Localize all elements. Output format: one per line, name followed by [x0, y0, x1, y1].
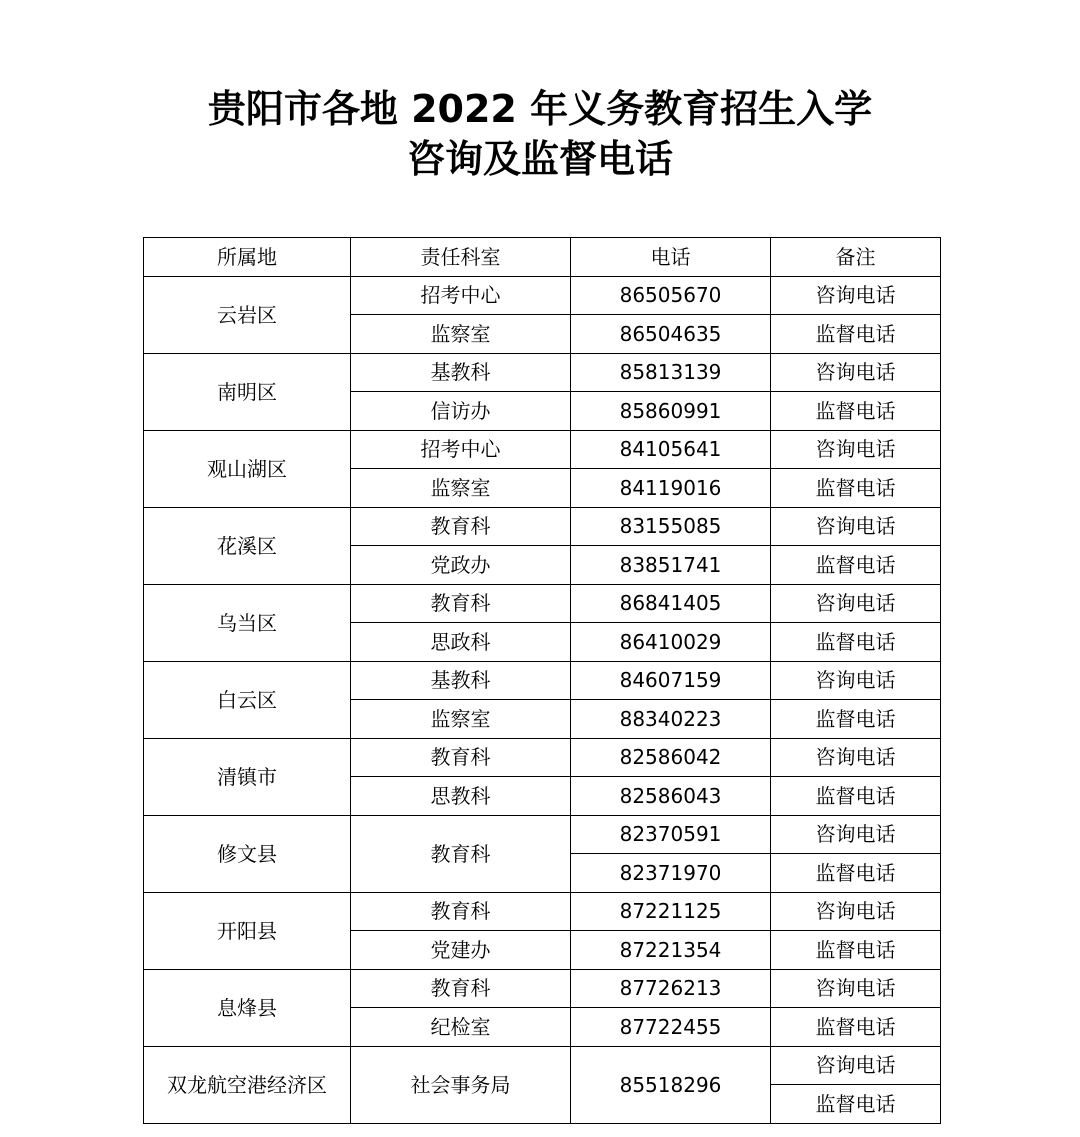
- phone-cell: 84607159: [571, 661, 771, 700]
- note-cell: 监督电话: [771, 623, 941, 662]
- note-cell: 咨询电话: [771, 430, 941, 469]
- region-cell: 乌当区: [144, 584, 351, 661]
- note-cell: 咨询电话: [771, 276, 941, 315]
- note-cell: 咨询电话: [771, 661, 941, 700]
- note-cell: 咨询电话: [771, 738, 941, 777]
- phone-cell: 85518296: [571, 1046, 771, 1123]
- note-cell: 监督电话: [771, 777, 941, 816]
- region-cell: 花溪区: [144, 507, 351, 584]
- note-cell: 监督电话: [771, 469, 941, 508]
- note-cell: 监督电话: [771, 700, 941, 739]
- department-cell: 教育科: [351, 815, 571, 892]
- header-note: 备注: [771, 238, 941, 277]
- phone-cell: 82371970: [571, 854, 771, 893]
- region-cell: 云岩区: [144, 276, 351, 353]
- note-cell: 咨询电话: [771, 815, 941, 854]
- region-cell: 开阳县: [144, 892, 351, 969]
- note-cell: 咨询电话: [771, 584, 941, 623]
- note-cell: 咨询电话: [771, 353, 941, 392]
- phone-cell: 86504635: [571, 315, 771, 354]
- region-cell: 白云区: [144, 661, 351, 738]
- department-cell: 监察室: [351, 700, 571, 739]
- phone-cell: 85860991: [571, 392, 771, 431]
- table-row: [144, 430, 941, 469]
- note-cell: 咨询电话: [771, 969, 941, 1008]
- table-row: [144, 738, 941, 777]
- department-cell: 监察室: [351, 469, 571, 508]
- department-cell: 教育科: [351, 584, 571, 623]
- department-cell: 招考中心: [351, 430, 571, 469]
- phone-cell: 86505670: [571, 276, 771, 315]
- contacts-table: [143, 237, 941, 1124]
- note-cell: 监督电话: [771, 854, 941, 893]
- header-phone: 电话: [571, 238, 771, 277]
- phone-cell: 85813139: [571, 353, 771, 392]
- department-cell: 教育科: [351, 969, 571, 1008]
- phone-cell: 88340223: [571, 700, 771, 739]
- department-cell: 社会事务局: [351, 1046, 571, 1123]
- department-cell: 教育科: [351, 738, 571, 777]
- region-cell: 观山湖区: [144, 430, 351, 507]
- table-row: [144, 507, 941, 546]
- phone-cell: 86410029: [571, 623, 771, 662]
- table-row: [144, 815, 941, 854]
- region-cell: 清镇市: [144, 738, 351, 815]
- document-title-line1: 贵阳市各地 2022 年义务教育招生入学: [207, 87, 873, 131]
- phone-cell: 82586042: [571, 738, 771, 777]
- table-row: [144, 353, 941, 392]
- table-row: [144, 276, 941, 315]
- phone-cell: 84105641: [571, 430, 771, 469]
- department-cell: 监察室: [351, 315, 571, 354]
- header-department: 责任科室: [351, 238, 571, 277]
- phone-cell: 87722455: [571, 1008, 771, 1047]
- department-cell: 教育科: [351, 507, 571, 546]
- table-row: [144, 892, 941, 931]
- note-cell: 咨询电话: [771, 507, 941, 546]
- note-cell: 监督电话: [771, 315, 941, 354]
- department-cell: 教育科: [351, 892, 571, 931]
- document-title-line2: 咨询及监督电话: [406, 137, 673, 181]
- table-row: [144, 661, 941, 700]
- phone-cell: 86841405: [571, 584, 771, 623]
- department-cell: 纪检室: [351, 1008, 571, 1047]
- phone-cell: 87726213: [571, 969, 771, 1008]
- region-cell: 息烽县: [144, 969, 351, 1046]
- department-cell: 基教科: [351, 661, 571, 700]
- header-region: 所属地: [144, 238, 351, 277]
- phone-cell: 82370591: [571, 815, 771, 854]
- note-cell: 监督电话: [771, 1085, 941, 1124]
- department-cell: 思政科: [351, 623, 571, 662]
- phone-cell: 87221354: [571, 931, 771, 970]
- note-cell: 监督电话: [771, 931, 941, 970]
- table-row: [144, 584, 941, 623]
- table-row: [144, 1046, 941, 1085]
- phone-cell: 87221125: [571, 892, 771, 931]
- region-cell: 南明区: [144, 353, 351, 430]
- phone-cell: 82586043: [571, 777, 771, 816]
- table-row: [144, 969, 941, 1008]
- department-cell: 思教科: [351, 777, 571, 816]
- note-cell: 监督电话: [771, 1008, 941, 1047]
- phone-cell: 83155085: [571, 507, 771, 546]
- note-cell: 监督电话: [771, 546, 941, 585]
- phone-cell: 83851741: [571, 546, 771, 585]
- department-cell: 党政办: [351, 546, 571, 585]
- note-cell: 咨询电话: [771, 1046, 941, 1085]
- note-cell: 咨询电话: [771, 892, 941, 931]
- department-cell: 信访办: [351, 392, 571, 431]
- table-header-row: [144, 238, 941, 277]
- department-cell: 党建办: [351, 931, 571, 970]
- region-cell: 双龙航空港经济区: [144, 1046, 351, 1123]
- phone-cell: 84119016: [571, 469, 771, 508]
- note-cell: 监督电话: [771, 392, 941, 431]
- department-cell: 基教科: [351, 353, 571, 392]
- department-cell: 招考中心: [351, 276, 571, 315]
- region-cell: 修文县: [144, 815, 351, 892]
